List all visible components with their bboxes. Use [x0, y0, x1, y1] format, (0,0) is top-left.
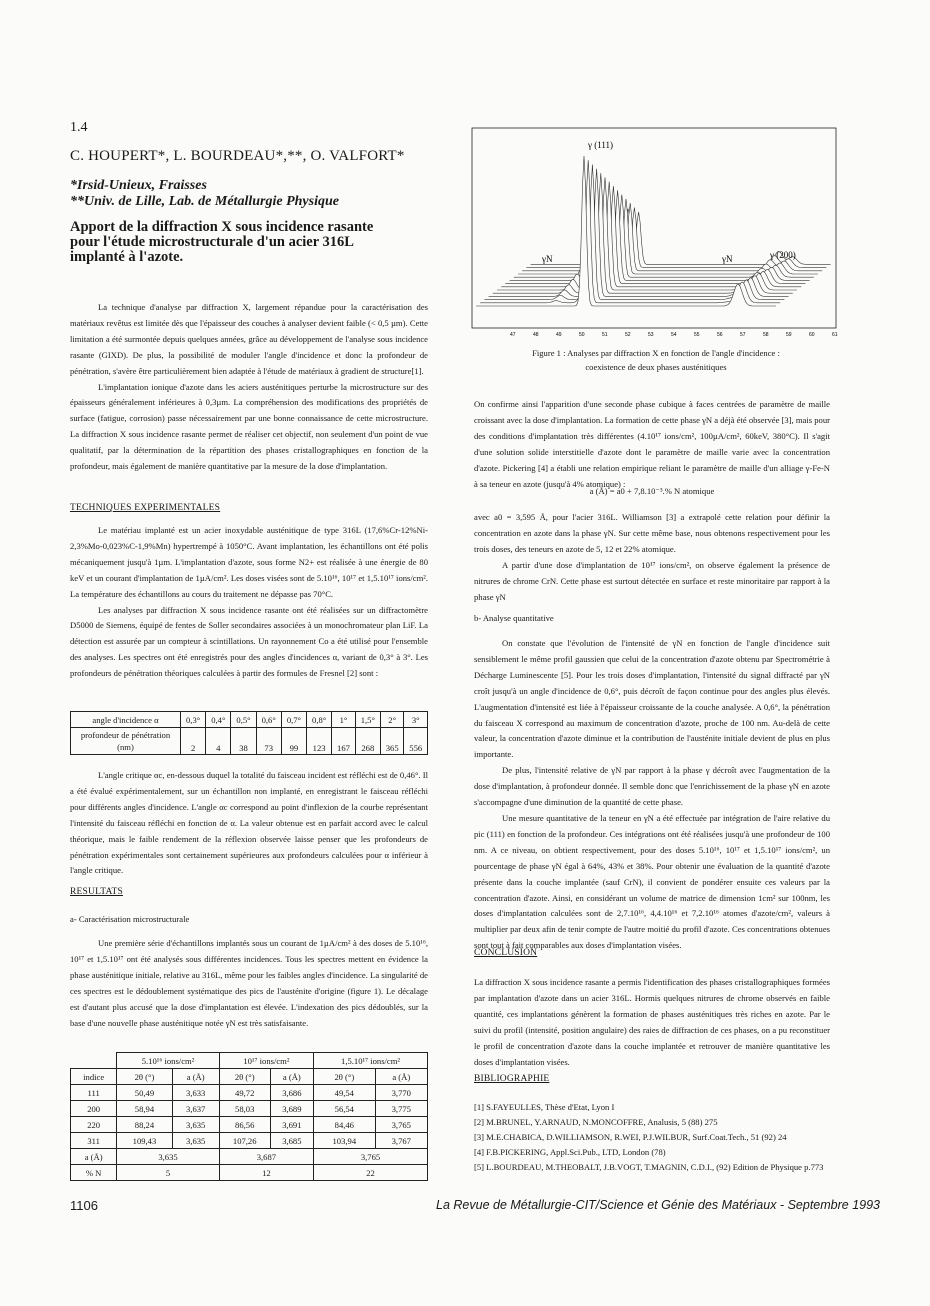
- right-paragraph-6: Une mesure quantitative de la teneur en γN a été effectuée par intégration de l'aire relative du pic (111) en fonction de la profondeur. Ces intégrations ont été réalisées jusqu'à une profondeur de 100 nm. A ce niveau, on obtient respectivement, pour des doses 5.10¹⁶, 10¹⁷ et 1,5.10¹⁷ ions/cm², un pourcentage de phase γN égal à 64%, 43% et 38%. Pour obtenir une évaluation de la quantité d'azote présente dans la couche implantée (sauf CrN), il convient de pondérer ensuite ces valeurs par la concentration d'azote. Ainsi, en considérant un volume de matrice de dimension 1cm² sur 100nm, les doses d'implantation calculées sont de 2,7.10¹⁶, 4,4.10¹⁶ et 7,2.10¹⁶ atomes d'azote/cm², valeurs à multiplier par deux afin de tenir compte de l'autre moitié du profil d'azote. Ces concentrations obtenues sont tout à fait comparables aux doses d'implantation visées.: [474, 812, 830, 951]
- table-row: [71, 1133, 428, 1149]
- table-cell: 49,54: [314, 1085, 376, 1101]
- techniques-paragraph-3: L'angle critique αc, en-dessous duquel la totalité du faisceau incident est réfléchi est de 0,46°. Il a été évalué expérimentalement, sur un échantillon non implanté, en enregistrant le faisceau réfléchi pour différents angles d'incidence. L'angle αc correspond au point d'inflexion de la courbe représentant l'intensité du faisceau réfléchi en fonction de α. La valeur obtenue est en parfait accord avec le calcul théorique, mais le faible rendement de la réflexion observée laisse penser que les profondeurs de pénétration expérimentales sont certainement supérieures aux profondeurs calculées pour α inférieur à l'angle critique.: [70, 770, 428, 876]
- index-table: [70, 1052, 428, 1181]
- column-header: 2θ (°): [314, 1069, 376, 1085]
- table-cell: 56,54: [314, 1101, 376, 1117]
- table-cell: 3,637: [172, 1101, 219, 1117]
- right-paragraph-4: On constate que l'évolution de l'intensité de γN en fonction de l'angle d'incidence suit sensiblement le même profil gaussien que celui de la concentration d'azote obtenu par Spectrométrie à Décharge Luminescente [5]. Pour les trois doses d'implantation, l'intensité du signal diffracté par γN croît jusqu'à un angle d'incidence de 0,6°, puis décroît de façon continue pour des angles plus élevés. L'augmentation d'intensité est liée à l'épaisseur croissante de la couche analysée. A 0,6°, la pénétration du faisceau X correspond au maximum de concentration d'azote, proche de 100 nm. Au-delà de cette valeur, la concentration d'azote diminue et la contribution de l'austénite initiale devient de plus en plus importante.: [474, 638, 830, 760]
- techniques-body: [70, 523, 428, 682]
- table-cell: 86,56: [219, 1117, 270, 1133]
- authors: C. HOUPERT*, L. BOURDEAU*,**, O. VALFORT*: [70, 148, 405, 164]
- angle-cell: 0,3°: [181, 712, 206, 728]
- angle-cell: 0,7°: [281, 712, 306, 728]
- caption-line-2: coexistence de deux phases austénitiques: [585, 362, 727, 372]
- depth-table-label: angle d'incidence α: [71, 712, 181, 728]
- depth-table-row-depth: [71, 728, 428, 755]
- reference-item: [5] L.BOURDEAU, M.THEOBALT, J.B.VOGT, T.MAGNIN, C.D.I., (92) Edition de Physique p.773: [474, 1162, 824, 1172]
- table-row: [71, 1085, 428, 1101]
- techniques-paragraph-2: Les analyses par diffraction X sous incidence rasante ont été réalisées sur un diffractomètre D5000 de Siemens, équipé de fentes de Soller secondaires associées à un monochromateur plan LiF. La détection est assurée par un compteur à scintillations. Un rayonnement Co a été utilisé pour l'ensemble des analyses. Les spectres ont été enregistrés pour des angles d'incidences α, variant de 0,3° à 3°. Les profondeurs de pénétration théoriques calculées à partir des formules de Fresnel [2] sont :: [70, 604, 428, 679]
- column-header: 2θ (°): [117, 1069, 172, 1085]
- x-tick-label: 55: [694, 332, 700, 338]
- depth-table-label: profondeur de pénétration (nm): [71, 728, 181, 755]
- dose-header: 1,5.10¹⁷ ions/cm²: [314, 1053, 428, 1069]
- subheading-a: a- Caractérisation microstructurale: [70, 914, 190, 924]
- table-cell: 3,767: [375, 1133, 427, 1149]
- reference-item: [2] M.BRUNEL, Y.ARNAUD, N.MONCOFFRE, Analusis, 5 (88) 275: [474, 1117, 718, 1127]
- depth-cell: 365: [380, 728, 404, 755]
- table-cell: 22: [314, 1165, 428, 1181]
- table-row: [71, 1101, 428, 1117]
- angle-cell: 1°: [332, 712, 356, 728]
- table-cell: 3,635: [172, 1117, 219, 1133]
- subheading-b: b- Analyse quantitative: [474, 613, 554, 623]
- table-cell: 200: [71, 1101, 117, 1117]
- diffraction-plot: [470, 126, 842, 346]
- x-tick-label: 50: [579, 332, 585, 338]
- table-cell: 12: [219, 1165, 313, 1181]
- table-cell: 3,765: [314, 1149, 428, 1165]
- table-cell: 5: [117, 1165, 219, 1181]
- resultats-paragraph-1: Une première série d'échantillons implantés sous un courant de 1µA/cm² à des doses de 5.10¹⁶, 10¹⁷ et 1,5.10¹⁷ ont été analysés sous différentes incidences. Tous les spectres mettent en évidence la phase austénitique initiale, relative au 316L, même pour les faibles angles d'incidence. La singularité de ces spectres est le dédoublement systématique des pics de l'austénite d'origine (figure 1). Le décalage est d'autant plus accusé que la dose d'implantation est élevée. L'indexation des pics dédoublés, sur la base d'une nouvelle phase austénitique notée γN est très satisfaisante.: [70, 938, 428, 1028]
- table-cell: 220: [71, 1117, 117, 1133]
- title-line-1: Apport de la diffraction X sous incidence rasante: [70, 219, 374, 235]
- label-gamma-111: γ (111): [588, 140, 614, 150]
- section-number: 1.4: [70, 120, 88, 135]
- depth-cell: 268: [355, 728, 380, 755]
- x-tick-label: 59: [786, 332, 792, 338]
- column-header: a (Å): [172, 1069, 219, 1085]
- table-cell: 50,49: [117, 1085, 172, 1101]
- techniques-body-2: [70, 768, 428, 879]
- plot-frame: [472, 128, 836, 328]
- table-cell: 3,635: [117, 1149, 219, 1165]
- table-cell: 3,633: [172, 1085, 219, 1101]
- table-cell: 3,770: [375, 1085, 427, 1101]
- table-row: [71, 1117, 428, 1133]
- index-table-dose-row: [71, 1053, 428, 1069]
- caption-line-1: Figure 1 : Analyses par diffraction X en fonction de l'angle d'incidence :: [532, 348, 780, 358]
- table-cell: 84,46: [314, 1117, 376, 1133]
- x-tick-label: 60: [809, 332, 815, 338]
- angle-cell: 0,5°: [231, 712, 256, 728]
- table-cell: 49,72: [219, 1085, 270, 1101]
- title-line-3: implanté à l'azote.: [70, 249, 184, 265]
- x-tick-label: 47: [510, 332, 516, 338]
- table-cell: 3,689: [270, 1101, 313, 1117]
- table-cell: 58,94: [117, 1101, 172, 1117]
- x-tick-label: 61: [832, 332, 838, 338]
- angle-cell: 0,6°: [256, 712, 281, 728]
- depth-cell: 556: [404, 728, 428, 755]
- journal-footer: La Revue de Métallurgie-CIT/Science et Génie des Matériaux - Septembre 1993: [436, 1198, 880, 1212]
- intro-paragraph-2: L'implantation ionique d'azote dans les aciers austénitiques perturbe la microstructure sur des épaisseurs généralement inférieures à 0,3µm. La compréhension des modifications des propriétés de surface (fatigue, corrosion) passe nécessairement par une bonne connaissance de cette microstructure. La diffraction X sous incidence rasante permet de réaliser cet objectif, non seulement d'un point de vue qualitatif, par la détermination de la répartition des phases cristallographiques en fonction de la profondeur, mais également de manière quantitative par la mesure de la dose d'implantation.: [70, 381, 428, 472]
- depth-cell: 73: [256, 728, 281, 755]
- label-gamma-200: γ (200): [770, 250, 796, 260]
- techniques-paragraph-1: Le matériau implanté est un acier inoxydable austénitique de type 316L (17,6%Cr-12%Ni-2,3%Mo-0,023%C-1,9%Mn) hypertrempé à 1050°C. Avant implantation, les échantillons ont été polis mécaniquement jusqu'à 1µm. L'implantation d'azote, sous forme N2+ est réalisée à une énergie de 80 keV et un courant d'implantation de 1µA/cm². Les doses visées sont de 5.10¹⁶, 10¹⁷ et 1,5.10¹⁷ ions/cm². La température des échantillons au cours du traitement ne dépasse pas 70°C.: [70, 525, 428, 599]
- label-gamma-n-2: γN: [722, 254, 733, 264]
- resultats-body: [70, 936, 428, 1031]
- conclusion-paragraph: La diffraction X sous incidence rasante a permis l'identification des phases cristallographiques formées par implantation d'azote dans un acier 316L. Hormis quelques nitrures de chrome observés en faible quantité, ces implantations génèrent la formation de phases austénitiques très riches en azote. Par le suivi du profil (intensité, position angulaire) des raies de diffraction de ces phases, on a pu reconstituer le profil de concentration d'azote dans la couche implantée et retrouver de manière quantitative les doses d'implantation visées.: [474, 977, 830, 1067]
- column-header: a (Å): [375, 1069, 427, 1085]
- depth-table: [70, 711, 428, 755]
- diffraction-curve: [497, 177, 797, 290]
- x-tick-label: 57: [740, 332, 746, 338]
- conclusion-body: [474, 975, 830, 1070]
- angle-cell: 3°: [404, 712, 428, 728]
- page-number: 1106: [70, 1198, 98, 1213]
- x-tick-label: 48: [533, 332, 539, 338]
- table-cell: 111: [71, 1085, 117, 1101]
- affiliation-2: **Univ. de Lille, Lab. de Métallurgie Physique: [70, 194, 339, 209]
- x-tick-label: 54: [671, 332, 677, 338]
- table-cell: 3,691: [270, 1117, 313, 1133]
- figure-caption: [470, 346, 842, 374]
- label-gamma-n-1: γN: [542, 254, 553, 264]
- title-line-2: pour l'étude microstructurale d'un acier 316L: [70, 234, 354, 250]
- x-tick-label: 58: [763, 332, 769, 338]
- reference-item: [4] F.B.PICKERING, Appl.Sci.Pub., LTD, London (78): [474, 1147, 666, 1157]
- intro-paragraph-1: La technique d'analyse par diffraction X, largement répandue pour la caractérisation des matériaux revêtus est limitée dès que l'épaisseur des couches à analyser devient faible (< 0,5 µm). Cette limitation a été surmontée depuis quelques années, grâce au développement de l'analyse sous incidence rasante (GIXD). De plus, la possibilité de moduler l'angle d'incidence et donc la profondeur de pénétration, s'avère être particulièrement bien adaptée à l'étude de matériaux à gradient de structure[1].: [70, 302, 428, 376]
- depth-cell: 38: [231, 728, 256, 755]
- table-cell: 3,686: [270, 1085, 313, 1101]
- article-title: [70, 220, 450, 265]
- reference-item: [1] S.FAYEULLES, Thèse d'Etat, Lyon I: [474, 1102, 615, 1112]
- diffraction-curve: [493, 173, 793, 293]
- waterfall-curves: [476, 156, 831, 306]
- table-row: [71, 1149, 428, 1165]
- angle-cell: 0,4°: [206, 712, 231, 728]
- x-tick-label: 49: [556, 332, 562, 338]
- x-axis-ticks: [510, 332, 838, 338]
- heading-techniques: TECHNIQUES EXPERIMENTALES: [70, 503, 221, 513]
- affiliation-1: *Irsid-Unieux, Fraisses: [70, 178, 207, 193]
- right-paragraph-2: avec a0 = 3,595 Å, pour l'acier 316L. Williamson [3] a extrapolé cette relation pour définir la concentration en azote dans la phase γN. Sur cette même base, nous obtenons respectivement pour les trois doses, des teneurs en azote de 5, 12 et 22% atomique.: [474, 512, 830, 554]
- depth-cell: 123: [307, 728, 332, 755]
- depth-cell: 99: [281, 728, 306, 755]
- x-tick-label: 53: [648, 332, 654, 338]
- right-column-top: [474, 397, 830, 492]
- table-cell: 3,635: [172, 1133, 219, 1149]
- table-row: [71, 1165, 428, 1181]
- angle-cell: 1,5°: [355, 712, 380, 728]
- reference-item: [3] M.E.CHABICA, D.WILLIAMSON, R.WEI, P.J.WILBUR, Surf.Coat.Tech., 51 (92) 24: [474, 1132, 787, 1142]
- figure-1: [470, 126, 842, 346]
- table-cell: 3,685: [270, 1133, 313, 1149]
- table-cell: 3,687: [219, 1149, 313, 1165]
- depth-cell: 4: [206, 728, 231, 755]
- angle-cell: 2°: [380, 712, 404, 728]
- depth-cell: 167: [332, 728, 356, 755]
- pickering-formula: a (Å) = a0 + 7,8.10⁻³.% N atomique: [589, 486, 715, 496]
- right-column-mid: [474, 510, 830, 605]
- right-paragraph-3: A partir d'une dose d'implantation de 10¹⁷ ions/cm², on observe également la présence de nitrures de chrome CrN. Cette phase est surtout détectée en surface et reste minoritaire par rapport à la phase γN: [474, 559, 830, 602]
- index-table-column-row: [71, 1069, 428, 1085]
- table-cell: 88,24: [117, 1117, 172, 1133]
- table-cell: 3,775: [375, 1101, 427, 1117]
- dose-header: 5.10¹⁶ ions/cm²: [117, 1053, 219, 1069]
- table-cell: 3,765: [375, 1117, 427, 1133]
- x-tick-label: 56: [717, 332, 723, 338]
- table-cell: 109,43: [117, 1133, 172, 1149]
- heading-bibliographie: BIBLIOGRAPHIE: [474, 1074, 550, 1084]
- heading-conclusion: CONCLUSION: [474, 948, 538, 958]
- right-paragraph-5: De plus, l'intensité relative de γN par rapport à la phase γ décroît avec l'augmentation de la dose d'implantation, à profondeur donnée. Il semble donc que l'enrichissement de la phase γN en azote s'accompagne d'une diminution de la quantité de cette phase.: [474, 765, 830, 808]
- table-cell: 58,03: [219, 1101, 270, 1117]
- references-list: [474, 1100, 830, 1175]
- x-tick-label: 51: [602, 332, 608, 338]
- angle-cell: 0,8°: [307, 712, 332, 728]
- x-tick-label: 52: [625, 332, 631, 338]
- right-paragraph-1: On confirme ainsi l'apparition d'une seconde phase cubique à faces centrées de paramètre de maille croissant avec la dose d'implantation. La formation de cette phase γN a déjà été observée [3], mais pour des conditions d'implantation très différentes (4.10¹⁷ ions/cm², 100µA/cm², 60keV, 380°C). Il s'agit d'une solution solide interstitielle d'azote dont le paramètre de maille varie avec la concentration d'azote. Pickering [4] a établi une relation empirique reliant le paramètre de maille d'un alliage γ-Fe-N à sa teneur en azote (jusqu'à 4% atomique) :: [474, 399, 830, 489]
- column-header: indice: [71, 1069, 117, 1085]
- column-header: a (Å): [270, 1069, 313, 1085]
- affiliations: [70, 178, 339, 210]
- right-column-body: [474, 636, 830, 954]
- table-cell: 311: [71, 1133, 117, 1149]
- depth-table-row-angle: [71, 712, 428, 728]
- empty-cell: [71, 1053, 117, 1069]
- dose-header: 10¹⁷ ions/cm²: [219, 1053, 313, 1069]
- column-header: 2θ (°): [219, 1069, 270, 1085]
- table-cell: a (Å): [71, 1149, 117, 1165]
- heading-resultats: RESULTATS: [70, 887, 123, 897]
- table-cell: 107,26: [219, 1133, 270, 1149]
- table-cell: % N: [71, 1165, 117, 1181]
- left-column: [70, 300, 428, 475]
- depth-cell: 2: [181, 728, 206, 755]
- table-cell: 103,94: [314, 1133, 376, 1149]
